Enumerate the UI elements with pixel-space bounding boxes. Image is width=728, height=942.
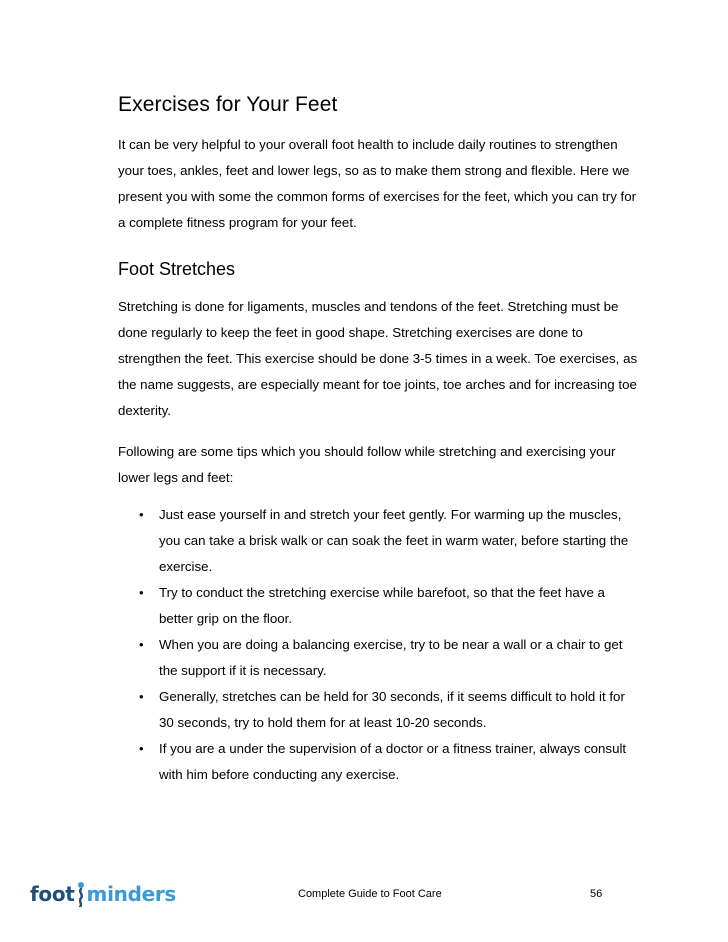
list-item-text: If you are a under the supervision of a doctor or a fitness trainer, always consult with him before conducting any exercise. xyxy=(159,741,627,782)
list-item-text: Try to conduct the stretching exercise while barefoot, so that the feet have a better grip on the floor. xyxy=(159,585,605,626)
footminders-logo xyxy=(30,876,176,912)
list-item-text: Generally, stretches can be held for 30 seconds, if it seems difficult to hold it for 30 seconds, try to hold them for at least 10-20 seconds. xyxy=(159,689,625,730)
section-paragraph-2: Following are some tips which you should follow while stretching and exercising your lower legs and feet: xyxy=(118,444,616,485)
intro-paragraph: It can be very helpful to your overall foot health to include daily routines to strengthen your toes, ankles, feet and lower legs, so as to make them strong and flexible. Here we present you with some the common forms of exercises for the feet, which you can try for a complete fitness program for your feet. xyxy=(118,137,637,230)
section-paragraph-1: Stretching is done for ligaments, muscles and tendons of the feet. Stretching must be done regularly to keep the feet in good shape. Stretching exercises are done to strengthen the feet. This exercise should be done 3-5 times in a week. Toe exercises, as the name suggests, are especially meant for toe joints, toe arches and for increasing toe dexterity. xyxy=(118,299,638,418)
page-footer xyxy=(0,876,728,916)
bullet-icon: • xyxy=(139,585,144,600)
document-body xyxy=(118,92,638,788)
list-item-text: When you are doing a balancing exercise, try to be near a wall or a chair to get the support if it is necessary. xyxy=(159,637,623,678)
page-title: Exercises for Your Feet xyxy=(118,93,338,116)
tips-list xyxy=(118,502,638,788)
list-item-text: Just ease yourself in and stretch your feet gently. For warming up the muscles, you can take a brisk walk or can soak the feet in warm water, before starting the exercise. xyxy=(159,507,629,574)
page-number: 56 xyxy=(590,888,603,900)
list-item xyxy=(118,736,638,788)
section-heading: Foot Stretches xyxy=(118,259,236,279)
walking-figure-icon xyxy=(76,881,86,907)
list-item xyxy=(118,684,638,736)
list-item xyxy=(118,580,638,632)
bullet-icon: • xyxy=(139,741,144,756)
logo-text-minders: minders xyxy=(86,882,177,906)
logo-text-foot: foot xyxy=(30,882,75,906)
bullet-icon: • xyxy=(139,507,144,522)
list-item xyxy=(118,632,638,684)
bullet-icon: • xyxy=(139,689,144,704)
footer-title: Complete Guide to Foot Care xyxy=(298,888,442,900)
bullet-icon: • xyxy=(139,637,144,652)
list-item xyxy=(118,502,638,580)
